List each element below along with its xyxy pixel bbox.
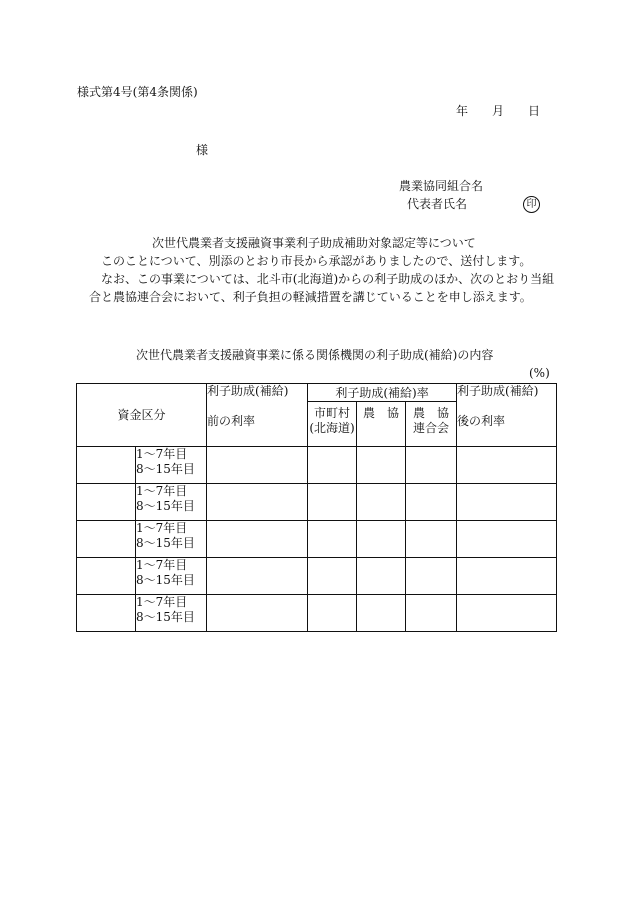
federation-rate-cell <box>406 558 457 595</box>
sender-representative: 代表者氏名 <box>407 197 468 211</box>
municipality-rate-cell <box>308 484 357 521</box>
table-row <box>77 521 557 558</box>
after-rate-cell <box>457 595 557 632</box>
body-line-1: このことについて、別添のとおり市長から承認がありましたので、送付します。 <box>101 254 532 268</box>
period-line-1: 1〜7年目 <box>136 521 188 535</box>
period-line-1: 1〜7年目 <box>136 484 188 498</box>
after-rate-cell <box>457 521 557 558</box>
interest-subsidy-table <box>76 383 557 632</box>
header-municipality-line1: 市町村 <box>314 406 351 420</box>
before-rate-cell <box>207 521 308 558</box>
period-line-2: 8〜15年目 <box>136 573 195 587</box>
ja-rate-cell <box>357 595 406 632</box>
fund-class-cell <box>77 484 136 521</box>
header-fund-class: 資金区分 <box>77 384 207 447</box>
federation-rate-cell <box>406 447 457 484</box>
header-before-rate <box>207 384 308 447</box>
table-row <box>77 558 557 595</box>
fund-class-cell <box>77 521 136 558</box>
header-federation <box>406 402 457 447</box>
before-rate-cell <box>207 595 308 632</box>
municipality-rate-cell <box>308 595 357 632</box>
after-rate-cell <box>457 447 557 484</box>
period-cell <box>136 447 207 484</box>
after-rate-cell <box>457 558 557 595</box>
period-line-2: 8〜15年目 <box>136 536 195 550</box>
date-month: 月 <box>492 104 505 118</box>
unit-label: (%) <box>529 366 550 380</box>
seal-mark: 印 <box>523 196 540 213</box>
table-row <box>77 484 557 521</box>
table-title: 次世代農業者支援融資事業に係る関係機関の利子助成(補給)の内容 <box>136 348 494 362</box>
period-line-2: 8〜15年目 <box>136 499 195 513</box>
fund-class-cell <box>77 447 136 484</box>
header-federation-line2: 連合会 <box>413 421 450 435</box>
before-rate-cell <box>207 447 308 484</box>
body-line-2: なお、この事業については、北斗市(北海道)からの利子助成のほか、次のとおり当組 <box>101 272 555 286</box>
date-year: 年 <box>456 104 469 118</box>
header-after-rate-top: 利子助成(補給) <box>457 384 539 398</box>
header-federation-line1: 農 協 <box>413 406 450 420</box>
date-day: 日 <box>528 104 541 118</box>
period-cell <box>136 558 207 595</box>
sender-org: 農業協同組合名 <box>399 179 484 193</box>
addressee-suffix: 様 <box>196 143 209 157</box>
fund-class-cell <box>77 595 136 632</box>
header-ja: 農 協 <box>357 402 406 447</box>
header-before-rate-top: 利子助成(補給) <box>207 384 289 398</box>
period-cell <box>136 595 207 632</box>
after-rate-cell <box>457 484 557 521</box>
period-line-2: 8〜15年目 <box>136 610 195 624</box>
federation-rate-cell <box>406 595 457 632</box>
table-row <box>77 447 557 484</box>
ja-rate-cell <box>357 484 406 521</box>
municipality-rate-cell <box>308 558 357 595</box>
period-cell <box>136 484 207 521</box>
header-after-rate-bottom: 後の利率 <box>457 414 506 428</box>
header-after-rate <box>457 384 557 447</box>
period-cell <box>136 521 207 558</box>
header-municipality <box>308 402 357 447</box>
municipality-rate-cell <box>308 447 357 484</box>
body-line-3: 合と農協連合会において、利子負担の軽減措置を講じていることを申し添えます。 <box>89 290 532 304</box>
before-rate-cell <box>207 484 308 521</box>
subject-title: 次世代農業者支援融資事業利子助成補助対象認定等について <box>152 236 476 250</box>
federation-rate-cell <box>406 484 457 521</box>
period-line-2: 8〜15年目 <box>136 462 195 476</box>
period-line-1: 1〜7年目 <box>136 558 188 572</box>
before-rate-cell <box>207 558 308 595</box>
period-line-1: 1〜7年目 <box>136 595 188 609</box>
federation-rate-cell <box>406 521 457 558</box>
header-before-rate-bottom: 前の利率 <box>207 414 256 428</box>
table-row <box>77 595 557 632</box>
form-label: 様式第4号(第4条関係) <box>77 85 198 99</box>
municipality-rate-cell <box>308 521 357 558</box>
fund-class-cell <box>77 558 136 595</box>
ja-rate-cell <box>357 521 406 558</box>
ja-rate-cell <box>357 447 406 484</box>
period-line-1: 1〜7年目 <box>136 447 188 461</box>
ja-rate-cell <box>357 558 406 595</box>
header-rate-group: 利子助成(補給)率 <box>308 384 457 402</box>
header-municipality-line2: (北海道) <box>309 421 355 435</box>
